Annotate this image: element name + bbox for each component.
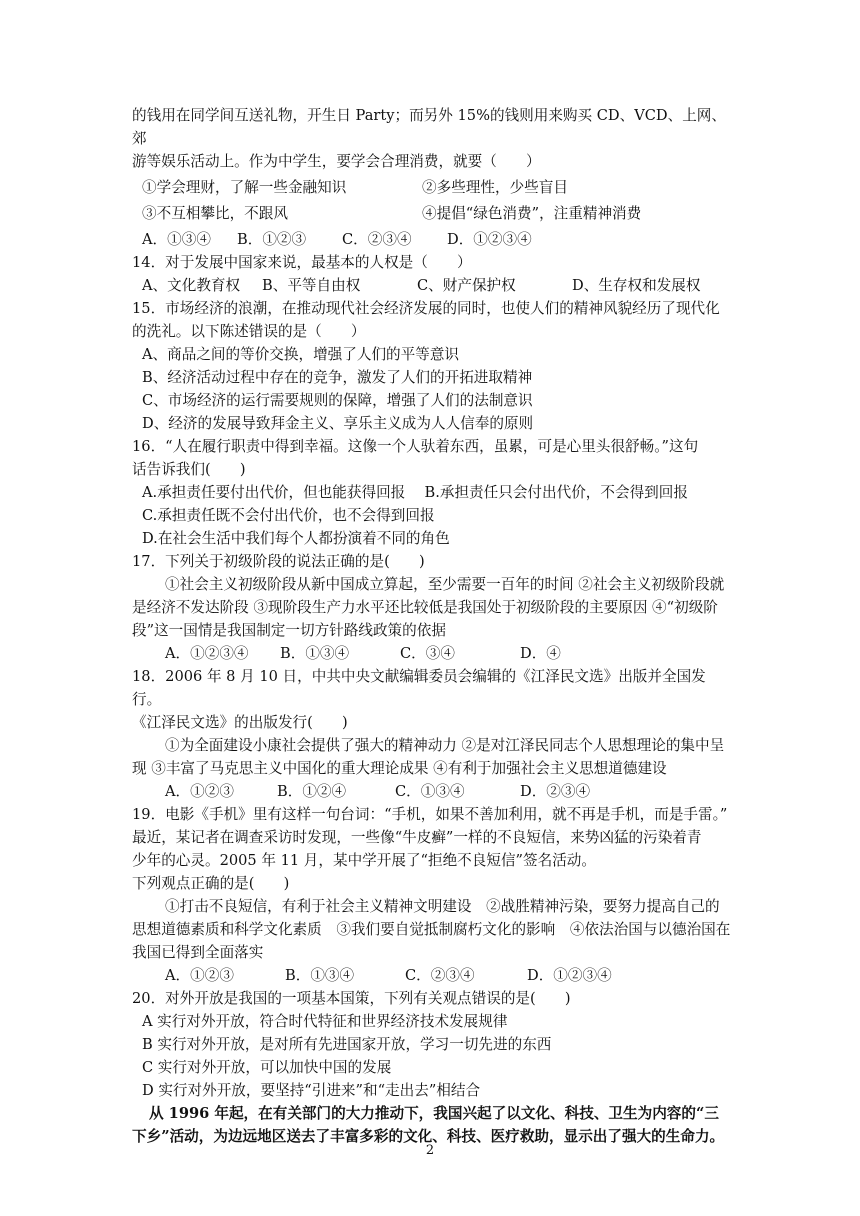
q16-option-c: C.承担责任既不会付出代价，也不会得到回报 [142, 507, 435, 524]
q20-option-c: C 实行对外开放，可以加快中国的发展 [142, 1059, 392, 1076]
page-content [132, 104, 732, 1148]
text-line: 少年的心灵。2005 年 11 月，某中学开展了“拒绝不良短信”签名活动。 [132, 852, 596, 869]
text-line: 的洗礼。以下陈述错误的是（ ） [132, 323, 366, 340]
q15-option-c: C、市场经济的运行需要规则的保障，增强了人们的法制意识 [142, 392, 533, 409]
q18-option-b: B．①②④ [277, 783, 347, 800]
q19-option-c: C．②③④ [405, 967, 475, 984]
q20-option-a: A 实行对外开放，符合时代特征和世界经济技术发展规律 [142, 1013, 508, 1030]
q15-option-b: B、经济活动过程中存在的竞争，激发了人们的开拓进取精神 [142, 369, 533, 386]
q13-option-a: A．①③④ [142, 231, 211, 248]
q19-option-b: B．①③④ [285, 967, 355, 984]
q20-option-b: B 实行对外开放，是对所有先进国家开放，学习一切先进的东西 [142, 1036, 552, 1053]
q13-option-c: C．②③④ [342, 231, 412, 248]
q14-option-b: B、平等自由权 [262, 277, 361, 294]
q13-statements-row-2 [132, 202, 732, 225]
text-line: 游等娱乐活动上。作为中学生，要学会合理消费，就要（ ） [132, 153, 541, 170]
q17-option-b: B．①③④ [280, 645, 350, 662]
question-20: 20．对外开放是我国的一项基本国策，下列有关观点错误的是( ) [132, 990, 571, 1007]
q18-statements: ①为全面建设小康社会提供了强大的精神动力 ②是对江泽民同志个人思想理论的集中呈现 ③丰富了马克思主义中国化的重大理论成果 ④有利于加强社会主义思想道德建设 [132, 737, 725, 777]
q14-options [132, 274, 732, 297]
q14-option-c: C、财产保护权 [417, 277, 516, 294]
q18-option-c: C．①③④ [395, 783, 465, 800]
q18-option-a: A．①②③ [165, 783, 234, 800]
q13-statement-1: ①学会理财，了解一些金融知识 [142, 179, 347, 196]
q20-option-d: D 实行对外开放，要坚持“引进来”和“走出去”相结合 [142, 1082, 481, 1099]
q13-statement-3: ③不互相攀比，不跟风 [142, 205, 288, 222]
q19-option-d: D．①②③④ [527, 967, 612, 984]
question-14: 14．对于发展中国家来说，最基本的人权是（ ） [132, 254, 472, 271]
q13-statements-row-1 [132, 176, 732, 199]
q14-option-a: A、文化教育权 [142, 277, 241, 294]
q17-statements: ①社会主义初级阶段从新中国成立算起，至少需要一百年的时间 ②社会主义初级阶段就是经济不发达阶段 ③现阶段生产力水平还比较低是我国处于初级阶段的主要原因 ④“初级阶段”这一国情是我国制定一切方针路线政策的依据 [132, 576, 725, 639]
text-line: 话告诉我们( ) [132, 461, 246, 478]
q13-statement-4: ④提倡“绿色消费”，注重精神消费 [422, 205, 642, 222]
text-line: 的钱用在同学间互送礼物，开生日 Party；而另外 15%的钱则用来购买 CD、VCD、上网、郊 [132, 107, 726, 147]
question-18: 18．2006 年 8 月 10 日，中共中央文献编辑委员会编辑的《江泽民文选》出版并全国发行。 [132, 668, 706, 708]
q17-options [132, 642, 732, 665]
q15-option-d: D、经济的发展导致拜金主义、享乐主义成为人人信奉的原则 [142, 415, 534, 432]
q19-options [132, 964, 732, 987]
question-19: 19．电影《手机》里有这样一句台词：“手机，如果不善加利用，就不再是手机，而是手雷。” [132, 806, 728, 823]
q18-options [132, 780, 732, 803]
q16-options-ab: A.承担责任要付出代价，但也能获得回报 B.承担责任只会付出代价，不会得到回报 [142, 484, 688, 501]
q17-option-a: A．①②③④ [165, 645, 249, 662]
q13-option-b: B．①②③ [237, 231, 307, 248]
text-line: 《江泽民文选》的出版发行( ) [132, 714, 348, 731]
question-17: 17．下列关于初级阶段的说法正确的是( ) [132, 553, 425, 570]
q16-option-d: D.在社会生活中我们每个人都扮演着不同的角色 [142, 530, 450, 547]
q17-option-d: D．④ [520, 645, 561, 662]
q13-statement-2: ②多些理性，少些盲目 [422, 179, 568, 196]
page-number: 2 [425, 1143, 435, 1158]
question-15: 15．市场经济的浪潮，在推动现代社会经济发展的同时，也使人们的精神风貌经历了现代化 [132, 300, 720, 317]
bold-material-paragraph: 从 1996 年起，在有关部门的大力推动下，我国兴起了以文化、科技、卫生为内容的“三下乡”活动，为边远地区送去了丰富多彩的文化、科技、医疗救助，显示出了强大的生命力。 [132, 1105, 725, 1145]
text-line: 最近，某记者在调查采访时发现，一些像“牛皮癣”一样的不良短信，来势凶猛的污染着青 [132, 829, 702, 846]
question-16: 16．“人在履行职责中得到幸福。这像一个人驮着东西，虽累，可是心里头很舒畅。”这句 [132, 438, 699, 455]
q15-option-a: A、商品之间的等价交换，增强了人们的平等意识 [142, 346, 460, 363]
q13-option-d: D．①②③④ [447, 231, 532, 248]
q13-options [132, 228, 732, 251]
q17-option-c: C．③④ [400, 645, 455, 662]
text-line: 下列观点正确的是( ) [132, 875, 290, 892]
q14-option-d: D、生存权和发展权 [572, 277, 701, 294]
q19-statements: ①打击不良短信，有利于社会主义精神文明建设 ②战胜精神污染，要努力提高自己的思想道德素质和科学文化素质 ③我们要自觉抵制腐朽文化的影响 ④依法治国与以德治国在我国已得到全面落实 [132, 898, 731, 961]
q18-option-d: D．②③④ [520, 783, 591, 800]
q19-option-a: A．①②③ [165, 967, 234, 984]
